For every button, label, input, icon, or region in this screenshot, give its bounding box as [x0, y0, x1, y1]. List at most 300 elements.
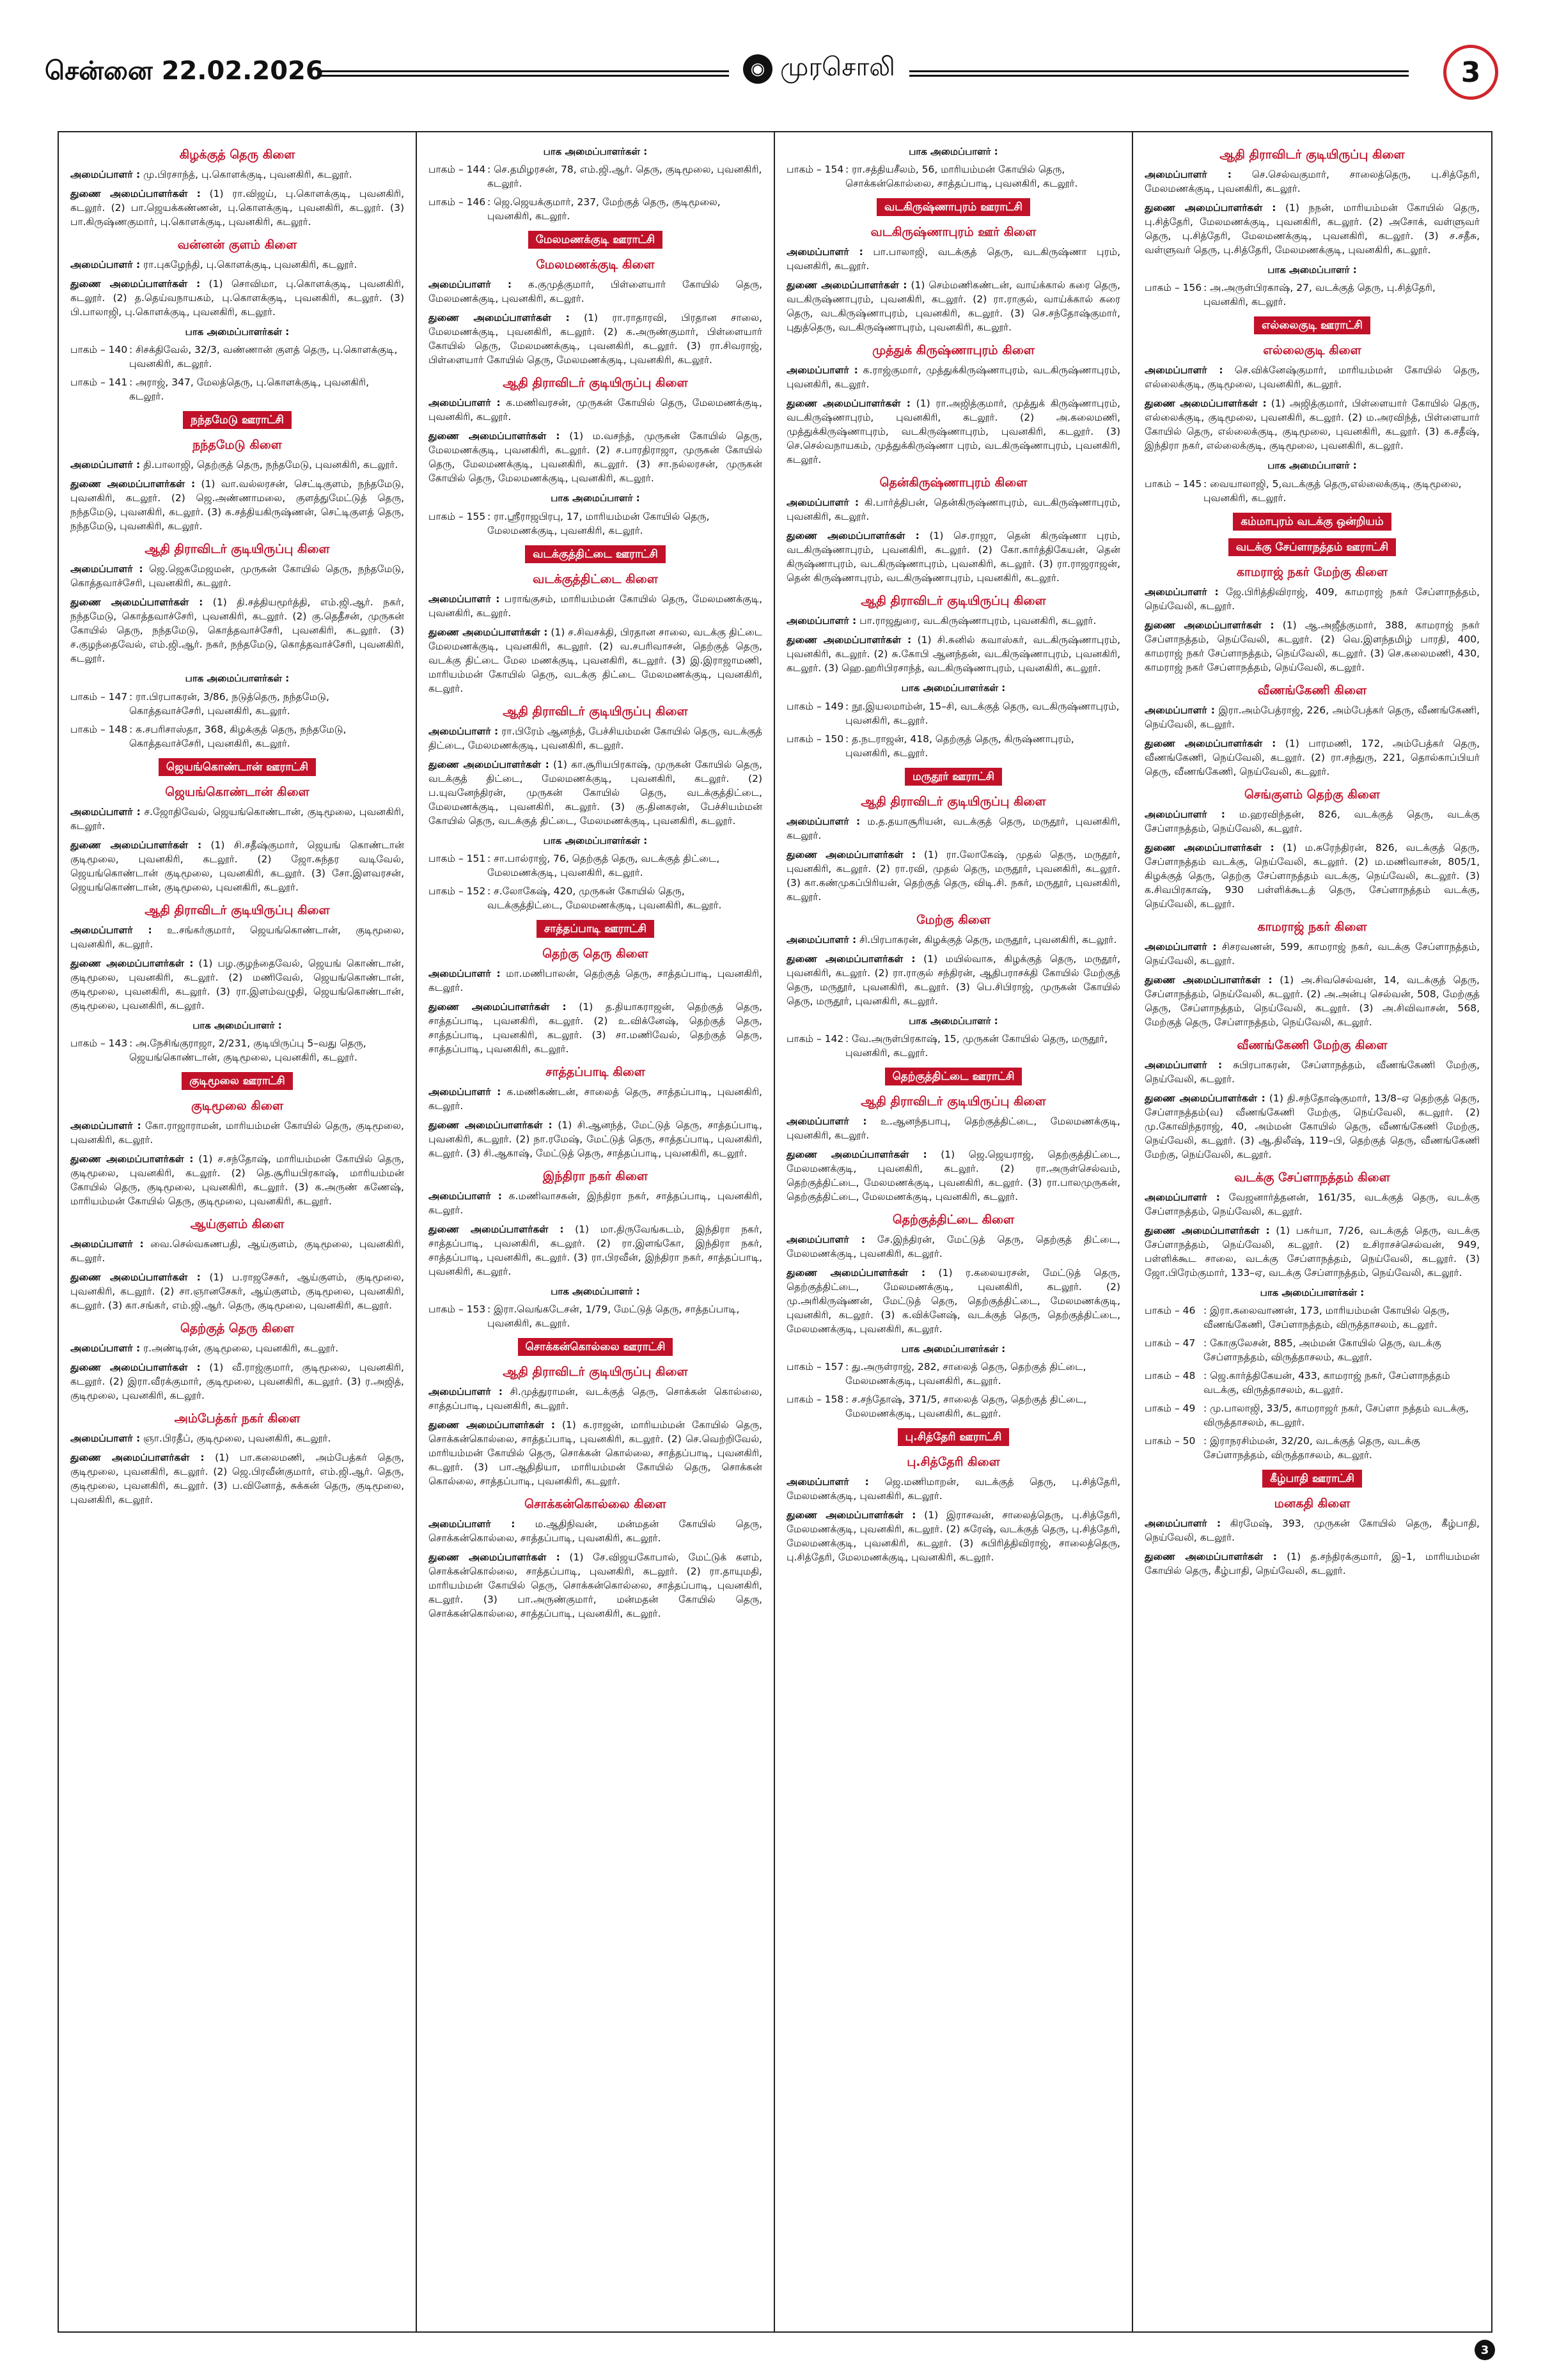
ward-entry: [428, 1302, 762, 1330]
ward-entry: [1145, 1336, 1480, 1364]
organizer-details: க.மணிவாசகன், இந்திரா நகர், சாத்தப்பாடி, புவனகிரி, கடலூர்.: [428, 1190, 762, 1217]
column-2: [417, 132, 775, 2331]
ward-number: பாகம் – 49: [1145, 1403, 1196, 1415]
branch-heading: இந்திரா நகர் கிளை: [542, 1169, 648, 1184]
organizer-paragraph: [428, 1085, 762, 1113]
organizer-details: (1) பசுர்யா, 7/26, வடக்குத் தெரு, வடக்கு சேப்ளாநத்தம், நெய்வேலி, கடலூர். (2) உசிராசச்செல்வன், 949, பள்ளிக்கூட சாலை, வடக்கு சேப்ளாநத்தம், நெய்வேலி, கடலூர். (3) ஜோ.பிரேம்குமார், 133–ஏ, வடக்கு சேப்ளாநத்தம், நெய்வேலி, கடலூர்.: [1145, 1224, 1480, 1279]
panchayat-banner-label: கீழ்பாதி ஊராட்சி: [1262, 1470, 1362, 1488]
role-label: துணை அமைப்பாளர்கள் :: [428, 1552, 560, 1564]
branch-heading: ஆதி திராவிடர் குடியிருப்பு கிளை: [503, 1365, 688, 1380]
organizer-paragraph: [428, 592, 762, 620]
footer-page-number: 3: [1475, 2340, 1495, 2360]
panchayat-banner: [428, 231, 762, 249]
organizer-details: (1) சொவிமா, பு.கொளக்குடி, புவனகிரி, கடலூர். (2) த.தெய்வநாயகம், பு.கொளக்குடி, புவனகிரி, கடலூர். (3) பி.பாலாஜி, பு.கொளக்குடி, புவனகிரி, கடலூர்.: [70, 277, 405, 318]
organizer-details: (1) சி.சுனில் கவாஸ்கர், வடகிருஷ்ணாபுரம், புவனகிரி, கடலூர். (2) சு.கோபி ஆனந்தன், வடகிருஷ்ணாபுரம், புவனகிரி, கடலூர். (3) ஹெ.ஹரிபிரசாந்த், வடகிருஷ்ணாபுரம், புவனகிரி, கடலூர்.: [787, 634, 1120, 674]
ward-number: பாகம் – 150: [787, 733, 844, 745]
panchayat-banner: [70, 758, 404, 776]
organizer-paragraph: [428, 724, 762, 752]
organizer-paragraph: [70, 1237, 404, 1265]
branch-heading: குடிமூலை கிளை: [191, 1099, 283, 1114]
organizer-details: (1) பாரமணி, 172, அம்பேத்கர் தெரு, வீணங்கேணி, நெய்வேலி, கடலூர். (2) ரா.சந்துரு, 221, தொல்காப்பியர் தெரு, வீணங்கேணி, நெய்வேலி, கடலூர்.: [1145, 737, 1480, 777]
panchayat-banner: [1145, 316, 1480, 334]
ward-entry: [70, 690, 404, 718]
panchayat-banner: [1145, 538, 1480, 556]
organizer-paragraph: [1145, 585, 1480, 613]
role-label: அமைப்பாளர் :: [1145, 704, 1215, 716]
organizer-paragraph: [70, 1119, 404, 1147]
role-label: துணை அமைப்பாளர்கள் :: [70, 957, 194, 969]
organizer-details: (1) நநன், மாரியம்மன் கோயில் தெரு, பு.சித்தேரி, மேலமணக்குடி, புவனகிரி, கடலூர். (2) அசோக், வள்ளுவர் தெரு, பு.சித்தேரி, மேலமணக்குடி, புவனகிரி, கடலூர். (3) ச.சதீசு, வள்ளுவர் தெரு, பு.சித்தேரி, மேலமணக்குடி, புவனகிரி, கடலூர்.: [1145, 201, 1480, 256]
organizer-details: சி.முத்துராமன், வடக்குத் தெரு, சொக்கன் கொல்லை, சாத்தப்பாடி, புவனகிரி, கடலூர்.: [428, 1386, 763, 1412]
organizer-paragraph: [1145, 1224, 1480, 1280]
organizer-details: (1) க.ராஜன், மாரியம்மன் கோயில் தெரு, சொக்கன்கொல்லை, சாத்தப்பாடி, புவனகிரி, கடலூர். (2) செ.வெற்றிவேல், மாரியம்மன் கோயில் தெரு, சொக்கன் கொல்லை, சாத்தப்பாடி, புவனகிரி, கடலூர். (3) பா.ஆதிதியா, மாரியம்மன் கோயில் தெரு, சொக்கன் கொல்லை, சாத்தப்பாடி, புவனகிரி, கடலூர்.: [428, 1419, 762, 1488]
organizer-details: (1) ச.சிவசக்தி, பிரதான சாலை, வடக்கு திட்டை மேலமணக்குடி, புவனகிரி, கடலூர். (2) வ.சபரிவாசன், தெற்குத் தெரு, வடக்கு திட்டை மேல மணக்குடி, புவனகிரி, கடலூர். (3) இ.இராஜாமணி, மாரியம்மன் கோயில் தெரு, வடக்கு திட்டை மேலமணக்குடி, புவனகிரி, கடலூர்.: [428, 626, 763, 694]
role-label: அமைப்பாளர் :: [1145, 1191, 1220, 1203]
ward-number: பாகம் – 149: [787, 700, 844, 712]
organizer-paragraph: [70, 956, 404, 1013]
paper-name: முரசொலி: [780, 52, 895, 82]
organizer-details: ம.த.தயாசூரியன், வடக்குத் தெரு, மருதூர், புவனகிரி, கடலூர்.: [787, 815, 1120, 841]
role-label: அமைப்பாளர் :: [70, 1342, 141, 1354]
role-label: அமைப்பாளர் :: [70, 1238, 144, 1250]
organizer-details: (1) ரா.ராதாரவி, பிரதான சாலை, மேலமணக்குடி, புவனகிரி, கடலூர். (2) க.அருண்குமார், பிள்ளையார் கோயில் தெரு, மேலமணக்குடி, புவனகிரி, கடலூர். (3) ரா.சிவராஜ், பிள்ளையார் கோயில் தெரு, மேலமணக்குடி, புவனகிரி, கடலூர்.: [428, 312, 763, 366]
organizer-paragraph: [787, 529, 1120, 585]
organizer-paragraph: [70, 805, 404, 833]
organizer-details: சிசரவணன், 599, காமராஜ் நகர், வடக்கு சேப்ளாநத்தம், நெய்வேலி, கடலூர்.: [1145, 940, 1480, 967]
panchayat-banner-label: கம்மாபுரம் வடக்கு ஒன்றியம்: [1233, 513, 1391, 531]
organizer-paragraph: [1145, 973, 1480, 1029]
ward-organizers-heading: பாக அமைப்பாளர் :: [192, 1019, 282, 1031]
organizer-paragraph: [70, 595, 404, 665]
ward-organizer: : சிசக்திவேல், 32/3, வண்ணான் குளத் தெரு, பு.கொளக்குடி, புவனகிரி, கடலூர்.: [129, 344, 398, 370]
ward-number: பாகம் – 151: [428, 853, 486, 865]
organizer-paragraph: [787, 1508, 1120, 1564]
ward-organizers-heading: பாக அமைப்பாளர் :: [1267, 460, 1357, 472]
panchayat-banner-label: மேலமணக்குடி ஊராட்சி: [528, 231, 662, 249]
organizer-paragraph: [1145, 736, 1480, 779]
masthead: [45, 45, 1498, 102]
organizer-paragraph: [70, 562, 404, 590]
ward-organizer: : நூ.இயலமாம்ன், 15–சி, வடக்குத் தெரு, வடகிருஷ்ணாபுரம், புவனகிரி, கடலூர்.: [845, 700, 1120, 726]
ward-organizers-heading: பாக அமைப்பாளர்கள் :: [543, 146, 648, 157]
branch-heading: கிழக்குத் தெரு கிளை: [179, 148, 295, 162]
organizer-details: (1) ச.சந்தோஷ், மாரியம்மன் கோயில் தெரு, குடிமூலை, புவனகிரி, கடலூர். (2) தெ.சூரியபிரகாஷ், மாரியம்மன் கோயில் தெரு, குடிமூலை, புவனகிரி, கடலூர். (3) க.அருண் கணேஷ், மாரியம்மன் கோயில் தெரு, குடிமூலை, புவனகிரி, கடலூர்.: [70, 1153, 404, 1208]
role-label: அமைப்பாளர் :: [1145, 168, 1232, 180]
organizer-details: (1) ரா.அஜித்குமார், முத்துக் கிருஷ்ணாபுரம், வடகிருஷ்ணாபுரம், புவனகிரி, கடலூர். (2) அ.கலைமணி, முத்துக்கிருஷ்ணாபுரம், வடகிருஷ்ணாபுரம், புவனகிரி, கடலூர். (3) செ.செல்வநாயகம், முத்துக்கிருஷ்ணா புரம், வடகிருஷ்ணாபுரம், புவனகிரி, கடலூர்.: [787, 398, 1120, 466]
branch-heading: ஆதி திராவிடர் குடியிருப்பு கிளை: [145, 903, 330, 917]
organizer-paragraph: [1145, 807, 1480, 836]
ward-organizer: : மு.பாலாஜி, 33/5, காமராஜர் நகர், சேப்ளா நத்தம் வடக்கு, விருத்தாசலம், கடலூர்.: [1203, 1403, 1469, 1429]
ward-number: பாகம் – 144: [428, 164, 486, 176]
ward-number: பாகம் – 141: [70, 377, 128, 389]
ward-organizer: : அராஜ், 347, மேலத்தெரு, பு.கொளக்குடி, புவனகிரி, கடலூர்.: [129, 377, 370, 403]
organizer-details: (1) செ.ராஜா, தென் கிருஷ்ணா புரம், வடகிருஷ்ணாபுரம், புவனகிரி, கடலூர். (2) கோ.கார்த்திகேயன், தென் கிருஷ்ணாபுரம், வடகிருஷ்ணாபுரம், புவனகிரி, கடலூர். (3) ரா.ராஜராஜன், தென் கிருஷ்ணாபுரம், வடகிருஷ்ணாபுரம், புவனகிரி, கடலூர்.: [787, 530, 1120, 584]
organizer-details: (1) ப.ராஜசேகர், ஆய்குளம், குடிமூலை, புவனகிரி, கடலூர். (2) சா.ஞானசேகர், ஆய்குளம், குடிமூலை, புவனகிரி, கடலூர். (3) கா.சங்கர், எம்.ஜி.ஆர். தெரு, குடிமூலை, புவனகிரி, கடலூர்.: [70, 1272, 404, 1312]
ward-organizer: : இரா.கலைவாணன், 173, மாரியம்மன் கோயில் தெரு, வீணங்கேணி, சேப்ளாநத்தம், விருத்தாசலம், கடலூர்.: [1203, 1305, 1450, 1331]
organizer-details: சி.பிரபாகரன், கிழக்குத் தெரு, மருதூர், புவனகிரி, கடலூர்.: [856, 933, 1117, 945]
branch-heading: ஆதி திராவிடர் குடியிருப்பு கிளை: [861, 794, 1046, 809]
organizer-details: க.குமுத்குமார், பிள்ளையார் கோயில் தெரு, மேலமணக்குடி, புவனகிரி, கடலூர்.: [428, 279, 762, 305]
ward-organizer: : ச.லோகேஷ், 420, முருகன் கோயில் தெரு, வடக்குத்திட்டை, மேலமணக்குடி, புவனகிரி, கடலூர்.: [487, 885, 722, 912]
organizer-paragraph: [428, 625, 762, 696]
role-label: அமைப்பாளர் :: [1145, 1518, 1221, 1530]
organizer-details: (1) மயில்வாசு, கிழக்குத் தெரு, மருதூர், புவனகிரி, கடலூர். (2) ரா.ராகுல் சந்திரன், ஆதிபராசக்தி கோயில் மேற்குத் தெரு, மருதூர், புவனகிரி, கடலூர். (3) பெ.சிபிராஜ், முருகன் கோயில் தெரு, மருதூர், புவனகிரி, கடலூர்.: [787, 953, 1120, 1007]
organizer-details: ச.ஜோதிவேல், ஜெயங்கொண்டான், குடிமூலை, புவனகிரி, கடலூர்.: [70, 805, 404, 832]
panchayat-banner-label: சாத்தப்பாடி ஊராட்சி: [537, 920, 654, 938]
ward-organizers-heading: பாக அமைப்பாளர் :: [1267, 263, 1357, 276]
column-4: [1133, 132, 1491, 2331]
role-label: அமைப்பாளர் :: [787, 615, 857, 627]
ward-entry: [70, 375, 404, 403]
role-label: துணை அமைப்பாளர்கள் :: [70, 478, 196, 490]
role-label: துணை அமைப்பாளர்கள் :: [428, 430, 560, 442]
branch-heading: தெற்கு தெரு கிளை: [542, 947, 648, 961]
ward-entry: [1145, 1369, 1480, 1397]
elephant-logo-icon: ◉: [743, 54, 772, 84]
ward-entry: [787, 699, 1120, 727]
ward-number: பாகம் – 46: [1145, 1305, 1196, 1317]
branch-heading: வன்னன் குளம் கிளை: [177, 237, 297, 252]
role-label: துணை அமைப்பாளர்கள் :: [70, 1153, 194, 1165]
ward-organizer: : வே.அருள்பிரகாஷ், 15, முருகன் கோயில் தெரு, மருதூர், புவனகிரி, கடலூர்.: [845, 1032, 1108, 1059]
ward-entry: [428, 509, 762, 538]
ward-organizer: : ச.சந்தோஷ், 371/5, சாலைத் தெரு, தெற்குத் திட்டை, மேலமணக்குடி, புவனகிரி, கடலூர்.: [845, 1394, 1087, 1420]
organizer-details: (1) அ.சிவசெல்வன், 14, வடக்குத் தெரு, சேப்ளாநத்தம், நெய்வேலி, கடலூர். (2) அ.அன்பு செல்வன், 508, மேற்குத் தெரு, சேப்ளாநத்தம், நெய்வேலி, கடலூர். (3) அ.சிவிவாசன், 568, மேற்குத் தெரு, சேப்ளாநத்தம், நெய்வேலி, கடலூர்.: [1145, 974, 1480, 1028]
organizer-paragraph: [70, 1431, 404, 1445]
organizer-details: மு.பிரசாந்த், பு.கொளக்குடி, புவனகிரி, கடலூர்.: [140, 168, 352, 180]
role-label: துணை அமைப்பாளர்கள் :: [1145, 1092, 1265, 1104]
organizer-paragraph: [787, 396, 1120, 467]
role-label: துணை அமைப்பாளர்கள் :: [787, 530, 920, 542]
role-label: அமைப்பாளர் :: [1145, 586, 1219, 598]
panchayat-banner: [428, 1338, 762, 1356]
organizer-details: பா.பாலாஜி, வடக்குத் தெரு, வடகிருஷ்ணா புரம், புவனகிரி, கடலூர்.: [787, 246, 1120, 272]
organizer-paragraph: [1145, 1091, 1480, 1162]
organizer-details: சே.இந்திரன், மேட்டுத் தெரு, தெற்குத் திட்டை, மேலமணக்குடி, புவனகிரி, கடலூர்.: [787, 1234, 1120, 1260]
role-label: அமைப்பாளர் :: [70, 924, 152, 936]
organizer-paragraph: [70, 277, 404, 319]
panchayat-banner: [70, 411, 404, 429]
organizer-details: ரா.பிரேம் ஆனந்த், பேச்சியம்மன் கோயில் தெரு, வடக்குத் திட்டை, மேலமணக்குடி, புவனகிரி, கடலூர்.: [428, 725, 762, 751]
ward-organizer: : த.நடராஜன், 418, தெற்குத் தெரு, கிருஷ்ணாபுரம், புவனகிரி, கடலூர்.: [845, 733, 1074, 759]
organizer-paragraph: [428, 1517, 762, 1545]
branch-heading: ஆய்குளம் கிளை: [190, 1217, 285, 1232]
branch-heading: வீணங்கேணி கிளை: [1257, 683, 1367, 697]
panchayat-banner: [1145, 513, 1480, 531]
organizer-paragraph: [1145, 940, 1480, 968]
organizer-paragraph: [1145, 618, 1480, 674]
organizer-details: ஜெ.மணிமாறன், வடக்குத் தெரு, பு.சித்தேரி, மேலமணக்குடி, புவனகிரி, கடலூர்.: [787, 1476, 1120, 1502]
ward-organizers-heading: பாக அமைப்பாளர்கள் :: [543, 834, 648, 846]
role-label: துணை அமைப்பாளர்கள் :: [428, 758, 549, 770]
ward-entry: [70, 722, 404, 751]
branch-heading: செங்குளம் தெற்கு கிளை: [1244, 787, 1380, 802]
organizer-details: க.மணிகண்டன், சாலைத் தெரு, சாத்தப்பாடி, புவனகிரி, கடலூர்.: [428, 1086, 762, 1112]
ward-organizer: : ஜெ.ஜெயக்குமார், 237, மேற்குத் தெரு, குடிமூலை, புவனகிரி, கடலூர்.: [487, 196, 721, 222]
organizer-paragraph: [70, 838, 404, 894]
role-label: அமைப்பாளர் :: [1145, 940, 1217, 953]
organizer-details: ஞா.பிரதீப், குடிமூலை, புவனகிரி, கடலூர்.: [140, 1432, 331, 1444]
organizer-paragraph: [787, 633, 1120, 675]
role-label: துணை அமைப்பாளர்கள் :: [428, 312, 570, 324]
organizer-details: வேஜனார்த்தனன், 161/35, வடக்குத் தெரு, வடக்கு சேப்ளாநத்தம், நெய்வேலி, கடலூர்.: [1145, 1191, 1480, 1217]
panchayat-banner: [787, 768, 1120, 786]
role-label: அமைப்பாளர் :: [787, 364, 858, 377]
ward-number: பாகம் – 156: [1145, 282, 1202, 294]
ward-organizers-heading: பாக அமைப்பாளர்கள் :: [901, 1343, 1006, 1355]
ward-number: பாகம் – 153: [428, 1303, 486, 1316]
ward-organizer: : செ.தமிழரசன், 78, எம்.ஜி.ஆர். தெரு, குடிமூலை, புவனகிரி, கடலூர்.: [487, 164, 762, 190]
article-columns: [58, 131, 1492, 2333]
organizer-details: (1) த.சந்திரக்குமார், இ–1, மாரியம்மன் கோயில் தெரு, கீழ்பாதி, நெய்வேலி, கடலூர்.: [1145, 1551, 1480, 1577]
organizer-details: க.ராஜ்குமார், முத்துக்கிருஷ்ணாபுரம், வடகிருஷ்ணாபுரம், புவனகிரி, கடலூர்.: [787, 364, 1120, 391]
branch-heading: சாத்தப்பாடி கிளை: [545, 1065, 645, 1080]
ward-organizers-heading: பாக அமைப்பாளர்கள் :: [185, 673, 290, 685]
role-label: அமைப்பாளர் :: [787, 1476, 869, 1488]
role-label: துணை அமைப்பாளர்கள் :: [70, 187, 201, 199]
organizer-details: ம.ஆதிநிவன், மன்மதன் கோயில் தெரு, சொக்கன்கொல்லை, சாத்தப்பாடி, புவனகிரி, கடலூர்.: [428, 1518, 762, 1544]
role-label: துணை அமைப்பாளர்கள் :: [787, 1267, 926, 1279]
organizer-paragraph: [787, 952, 1120, 1008]
organizer-details: சுபிரபாகரன், சேப்ளாநத்தம், வீணங்கேணி மேற்கு, நெய்வேலி, கடலூர்.: [1145, 1059, 1480, 1085]
organizer-paragraph: [428, 1118, 762, 1160]
panchayat-banner-label: எல்லைகுடி ஊராட்சி: [1254, 316, 1370, 334]
organizer-details: ர.அண்டிரன், குடிமூலை, புவனகிரி, கடலூர்.: [140, 1342, 339, 1354]
organizer-paragraph: [787, 614, 1120, 628]
organizer-details: உ.ஆனந்தபாபு, தெற்குத்திட்டை, மேலமணக்குடி, புவனகிரி, கடலூர்.: [787, 1116, 1120, 1142]
organizer-details: பா.ராஜதுரை, வடகிருஷ்ணாபுரம், புவனகிரி, கடலூர்.: [856, 615, 1097, 627]
organizer-paragraph: [787, 245, 1120, 273]
role-label: அமைப்பாளர் :: [428, 1386, 503, 1398]
role-label: அமைப்பாளர் :: [1145, 364, 1223, 377]
organizer-paragraph: [428, 1000, 762, 1056]
role-label: அமைப்பாளர் :: [70, 258, 141, 270]
organizer-paragraph: [1145, 1516, 1480, 1544]
organizer-paragraph: [428, 1222, 762, 1279]
role-label: அமைப்பாளர் :: [787, 1116, 867, 1128]
panchayat-banner-label: ஜெயங்கொண்டான் ஊராட்சி: [159, 758, 316, 776]
panchayat-banner: [428, 545, 762, 563]
ward-entry: [1145, 1401, 1480, 1429]
organizer-details: ஜே.பிரித்திவிராஜ், 409, காமராஜ் நகர் சேப்ளாநத்தம், நெய்வேலி, கடலூர்.: [1145, 586, 1480, 612]
role-label: அமைப்பாளர் :: [787, 815, 861, 827]
dateline: சென்னை 22.02.2026: [45, 56, 324, 86]
organizer-details: ஜெ.ஜெகமேஜமன், முருகன் கோயில் தெரு, நந்தமேடு, கொத்தவாச்சேரி, புவனகிரி, கடலூர்.: [70, 563, 404, 589]
ward-entry: [1145, 477, 1480, 505]
organizer-details: கிரமேஷ், 393, முருகன் கோயில் தெரு, கீழ்பாதி, நெய்வேலி, கடலூர்.: [1145, 1518, 1480, 1544]
role-label: துணை அமைப்பாளர்கள் :: [70, 277, 201, 290]
ward-number: பாகம் – 147: [70, 690, 128, 703]
role-label: துணை அமைப்பாளர்கள் :: [70, 596, 203, 609]
panchayat-banner-label: பு.சித்தேரி ஊராட்சி: [898, 1428, 1010, 1446]
organizer-paragraph: [428, 967, 762, 995]
ward-entry: [1145, 1303, 1480, 1332]
organizer-details: பராங்குசம், மாரியம்மன் கோயில் தெரு, மேலமணக்குடி, புவனகிரி, கடலூர்.: [428, 593, 762, 619]
ward-entry: [787, 162, 1120, 191]
organizer-details: கோ.ராஜாராமன், மாரியம்மன் கோயில் தெரு, குடிமூலை, புவனகிரி, கடலூர்.: [70, 1120, 404, 1146]
organizer-details: செ.செல்வகுமார், சாலைத்தெரு, பு.சித்தேரி, மேலமணக்குடி, புவனகிரி, கடலூர்.: [1145, 168, 1480, 194]
organizer-details: (1) தி.சந்தோஷ்குமார், 13/8–ஏ தெற்குத் தெரு, சேப்ளாநத்தம்(வ) வீணங்கேணி மேற்கு, நெய்வேலி, கடலூர். (2) மு.கோவிந்தராஜ், 40, அம்மன் கோயில் தெரு, வீணங்கேணி மேற்கு, நெய்வேலி, கடலூர். (3) ஆ.திலீஷ், 119–பி, தெற்குத் தெரு, வீணங்கேணி மேற்கு, நெய்வேலி, கடலூர்.: [1145, 1092, 1480, 1160]
panchayat-banner-label: மருதூர் ஊராட்சி: [905, 768, 1002, 786]
organizer-paragraph: [70, 1270, 404, 1312]
role-label: துணை அமைப்பாளர்கள் :: [1145, 1224, 1270, 1236]
ward-organizers-heading: பாக அமைப்பாளர்கள் :: [1260, 1286, 1365, 1298]
branch-heading: காமராஜ் நகர் கிளை: [1257, 919, 1367, 934]
organizer-details: (1) மா.திருவேங்கடம், இந்திரா நகர், சாத்தப்பாடி, புவனகிரி, கடலூர். (2) ரா.இளங்கோ, இந்திரா நகர், சாத்தப்பாடி, புவனகிரி, கடலூர். (3) ரா.பிரவீன், இந்திரா நகர், சாத்தப்பாடி, புவனகிரி, கடலூர்.: [428, 1224, 762, 1278]
role-label: அமைப்பாளர் :: [787, 933, 857, 945]
organizer-paragraph: [787, 1266, 1120, 1336]
organizer-paragraph: [787, 814, 1120, 843]
ward-organizer: : அ.அருள்பிரகாஷ், 27, வடக்குத் தெரு, பு.சித்தேரி, புவனகிரி, கடலூர்.: [1203, 282, 1436, 308]
organizer-paragraph: [787, 495, 1120, 524]
branch-heading: ஆதி திராவிடர் குடியிருப்பு கிளை: [1219, 148, 1405, 162]
organizer-details: (1) சி.சதீஷ்குமார், ஜெயங் கொண்டான் குடிமூலை, புவனகிரி, கடலூர். (2) ஜோ.சுந்தர வடிவேல், ஜெயங்கொண்டான் குடிமூலை, புவனகிரி, கடலூர். (3) சோ.இளவரசன், ஜெயங்கொண்டான், குடிமூலை, புவனகிரி, கடலூர்.: [70, 839, 404, 893]
organizer-paragraph: [1145, 703, 1480, 731]
role-label: துணை அமைப்பாளர்கள் :: [1145, 974, 1273, 986]
organizer-paragraph: [70, 258, 404, 272]
organizer-paragraph: [787, 1233, 1120, 1261]
branch-heading: நந்தமேடு கிளை: [192, 438, 282, 453]
ward-organizers-heading: பாக அமைப்பாளர் :: [909, 1015, 998, 1027]
organizer-details: (1) கா.சூரியபிரகாஷ், முருகன் கோயில் தெரு, வடக்குத் திட்டை, மேலமணக்குடி, புவனகிரி, கடலூர். (2) ப.யுவனேந்திரன், முருகன் கோயில் தெரு, வடக்குத்திட்டை, மேலமணக்குடி, புவனகிரி, கடலூர். (3) கு.தினகரன், பேச்சியம்மன் கோயில் தெரு, வடக்குத் திட்டை, மேலமணக்குடி, புவனகிரி, கடலூர்.: [428, 758, 762, 827]
branch-heading: ஆதி திராவிடர் குடியிருப்பு கிளை: [145, 542, 330, 557]
role-label: துணை அமைப்பாளர்கள் :: [428, 626, 548, 638]
role-label: துணை அமைப்பாளர்கள் :: [787, 1509, 916, 1521]
ward-organizer: : ரா.ஸ்ரீராஜபிரபு, 17, மாரியம்மன் கோயில் தெரு, மேலமணக்குடி, புவனகிரி, கடலூர்.: [487, 510, 710, 536]
ward-organizers-heading: பாக அமைப்பாளர் :: [909, 146, 998, 157]
branch-heading: தென்கிருஷ்ணாபுரம் கிளை: [879, 476, 1028, 490]
column-1: [59, 132, 417, 2331]
role-label: துணை அமைப்பாளர்கள் :: [787, 953, 916, 965]
organizer-details: தி.பாலாஜி, தெற்குத் தெரு, நந்தமேடு, புவனகிரி, கடலூர்.: [140, 459, 398, 471]
organizer-paragraph: [1145, 201, 1480, 257]
panchayat-banner-label: சொக்கன்கொல்லை ஊராட்சி: [518, 1338, 673, 1356]
branch-heading: ஆதி திராவிடர் குடியிருப்பு கிளை: [503, 704, 688, 719]
ward-entry: [70, 1036, 404, 1064]
organizer-paragraph: [787, 848, 1120, 904]
organizer-paragraph: [1145, 1190, 1480, 1218]
ward-entry: [428, 195, 762, 223]
panchayat-banner: [787, 1068, 1120, 1085]
ward-organizers-heading: பாக அமைப்பாளர் :: [551, 492, 640, 504]
column-3: [775, 132, 1133, 2331]
organizer-paragraph: [1145, 167, 1480, 196]
branch-heading: அம்பேத்கர் நகர் கிளை: [174, 1411, 301, 1426]
panchayat-banner: [1145, 1470, 1480, 1488]
ward-number: பாகம் – 48: [1145, 1370, 1196, 1382]
ward-organizer: : இராநரசிம்மன், 32/20, வடக்குத் தெரு, வடக்கு சேப்ளாநத்தம், விருத்தாசலம், கடலூர்.: [1203, 1435, 1420, 1461]
role-label: துணை அமைப்பாளர்கள் :: [1145, 1551, 1277, 1563]
organizer-details: (1) த.தியாகராஜன், தெற்குத் தெரு, சாத்தப்பாடி, புவனகிரி, கடலூர். (2) உ.விக்னேஷ், தெற்குத் தெரு, சாத்தப்பாடி, புவனகிரி, கடலூர். (3) சா.மணிவேல், தெற்குத் தெரு, சாத்தப்பாடி, புவனகிரி, கடலூர்.: [428, 1001, 762, 1055]
role-label: அமைப்பாளர் :: [428, 593, 500, 605]
role-label: துணை அமைப்பாளர்கள் :: [428, 1001, 567, 1013]
ward-entry: [787, 1032, 1120, 1060]
role-label: துணை அமைப்பாளர்கள் :: [70, 1361, 201, 1373]
ward-number: பாகம் – 148: [70, 723, 128, 735]
branch-heading: பு.சித்தேரி கிளை: [907, 1455, 1000, 1470]
ward-entry: [1145, 1434, 1480, 1462]
ward-number: பாகம் – 152: [428, 885, 486, 898]
branch-heading: எல்லைகுடி கிளை: [1263, 343, 1361, 358]
role-label: அமைப்பாளர் :: [787, 1234, 866, 1246]
branch-heading: வடகிருஷ்ணாபுரம் ஊர் கிளை: [870, 225, 1037, 240]
organizer-paragraph: [428, 1385, 762, 1413]
role-label: துணை அமைப்பாளர்கள் :: [787, 279, 907, 292]
organizer-details: (1) ஆ.அஜீத்குமார், 388, காமராஜ் நகர் சேப்ளாநத்தம், நெய்வேலி, கடலூர். (2) வெ.இளந்தமிழ் பாரதி, 400, காமராஜ் நகர் சேப்ளாநத்தம், நெய்வேலி, கடலூர். (3) செ.கலைமணி, 430, காமராஜ் நகர் சேப்ளாநத்தம், நெய்வேலி, கடலூர்.: [1145, 619, 1480, 673]
ward-organizers-heading: பாக அமைப்பாளர்கள் :: [901, 682, 1006, 694]
role-label: அமைப்பாளர் :: [787, 246, 863, 258]
role-label: அமைப்பாளர் :: [428, 1518, 515, 1530]
branch-heading: முத்துக் கிருஷ்ணாபுரம் கிளை: [872, 343, 1035, 358]
role-label: துணை அமைப்பாளர்கள் :: [70, 839, 202, 851]
organizer-paragraph: [70, 1152, 404, 1208]
ward-number: பாகம் – 158: [787, 1394, 844, 1406]
organizer-paragraph: [428, 1550, 762, 1621]
organizer-details: (1) ரா.லோகேஷ், முதல் தெரு, மருதூர், புவனகிரி, கடலூர். (2) ரா.ரவி, முதல் தெரு, மருதூர், புவனகிரி, கடலூர். (3) கா.கண்முகப்பிரியன், தெற்குத் தெரு, விடி.சி. நகர், மருதூர், புவனகிரி, கடலூர்.: [787, 848, 1121, 903]
role-label: துணை அமைப்பாளர்கள் :: [1145, 619, 1274, 631]
branch-heading: மேலமணக்குடி கிளை: [536, 258, 655, 272]
role-label: துணை அமைப்பாளர்கள் :: [428, 1224, 564, 1236]
ward-number: பாகம் – 157: [787, 1361, 844, 1373]
organizer-paragraph: [787, 1147, 1120, 1204]
role-label: அமைப்பாளர் :: [428, 1086, 501, 1098]
organizer-paragraph: [428, 429, 762, 485]
ward-entry: [428, 884, 762, 912]
branch-heading: மனகதி கிளை: [1274, 1497, 1351, 1511]
panchayat-banner-label: வடக்கு சேப்ளாநத்தம் ஊராட்சி: [1228, 538, 1397, 556]
ward-number: பாகம் – 146: [428, 196, 486, 208]
branch-heading: காமராஜ் நகர் மேற்கு கிளை: [1236, 564, 1388, 579]
branch-heading: வடக்குத்திட்டை கிளை: [533, 572, 658, 586]
panchayat-banner: [787, 198, 1120, 216]
branch-heading: தெற்குத்திட்டை கிளை: [892, 1213, 1015, 1227]
ward-organizers-heading: பாக அமைப்பாளர் :: [551, 1286, 640, 1298]
organizer-details: மா.மணிபாலன், தெற்குத் தெரு, சாத்தப்பாடி, புவனகிரி, கடலூர்.: [428, 968, 763, 994]
organizer-details: கி.பார்த்திபன், தென்கிருஷ்ணாபுரம், வடகிருஷ்ணாபுரம், புவனகிரி, கடலூர்.: [787, 497, 1120, 523]
panchayat-banner-label: தெற்குத்திட்டை ஊராட்சி: [885, 1068, 1022, 1085]
organizer-paragraph: [428, 758, 762, 828]
organizer-paragraph: [70, 458, 404, 472]
role-label: அமைப்பாளர் :: [70, 805, 141, 818]
organizer-details: இரா.அம்பேத்ராஜ், 226, அம்பேத்கர் தெரு, வீணங்கேணி, நெய்வேலி, கடலூர்.: [1145, 704, 1480, 730]
role-label: துணை அமைப்பாளர்கள் :: [70, 1451, 205, 1463]
organizer-paragraph: [787, 933, 1120, 947]
panchayat-banner-label: வடகிருஷ்ணாபுரம் ஊராட்சி: [877, 198, 1030, 216]
role-label: துணை அமைப்பாளர்கள் :: [1145, 398, 1267, 410]
ward-organizer: : ரா.பிரபாகரன், 3/86, நடுத்தெரு, நந்தமேடு, கொத்தவாச்சேரி, புவனகிரி, கடலூர்.: [129, 690, 329, 717]
role-label: அமைப்பாளர் :: [70, 563, 143, 575]
ward-entry: [787, 1392, 1120, 1420]
ward-number: பாகம் – 143: [70, 1037, 128, 1049]
role-label: அமைப்பாளர் :: [70, 1120, 141, 1132]
panchayat-banner: [428, 920, 762, 938]
ward-organizer: : கோகுலேசன், 885, அம்மன் கோயில் தெரு, வடக்கு சேப்ளாநத்தம், விருத்தாசலம், கடலூர்.: [1203, 1337, 1441, 1364]
organizer-details: (1) தி.சத்தியமூர்த்தி, எம்.ஜி.ஆர். நகர், நந்தமேடு, கொத்தவாச்சேரி, புவனகிரி, கடலூர். (2) கு.தெதீசன், முருகன் கோயில் தெரு, நந்தமேடு, கொத்தவாச்சேரி, புவனகிரி, கடலூர். (3) ச.குழந்தைவேல், எம்.ஜி.ஆர். நகர், நந்தமேடு, கொத்தவாச்சேரி, புவனகிரி, கடலூர்.: [70, 596, 405, 665]
ward-organizer: : சா.பால்ராஜ், 76, தெற்குத் தெரு, வடக்குத் திட்டை, மேலமணக்குடி, புவனகிரி, கடலூர்.: [487, 853, 720, 879]
organizer-details: க.மணிவரசன், முருகன் கோயில் தெரு, மேலமணக்குடி, புவனகிரி, கடலூர்.: [428, 397, 762, 423]
ward-number: பாகம் – 154: [787, 164, 844, 176]
role-label: துணை அமைப்பாளர்கள் :: [1145, 737, 1276, 749]
organizer-paragraph: [428, 311, 762, 367]
organizer-paragraph: [1145, 1058, 1480, 1086]
organizer-paragraph: [70, 187, 404, 229]
organizer-paragraph: [1145, 841, 1480, 911]
role-label: துணை அமைப்பாளர்கள் :: [70, 1272, 201, 1284]
role-label: துணை அமைப்பாளர்கள் :: [428, 1419, 556, 1431]
role-label: துணை அமைப்பாளர்கள் :: [1145, 841, 1274, 853]
paper-brand: [729, 52, 909, 85]
ward-organizer: : ரா.சத்தியசீலம், 56, மாரியம்மன் கோயில் தெரு, சொக்கன்கொல்லை, சாத்தப்பாடி, புவனகிரி, கடலூர்.: [845, 164, 1078, 190]
